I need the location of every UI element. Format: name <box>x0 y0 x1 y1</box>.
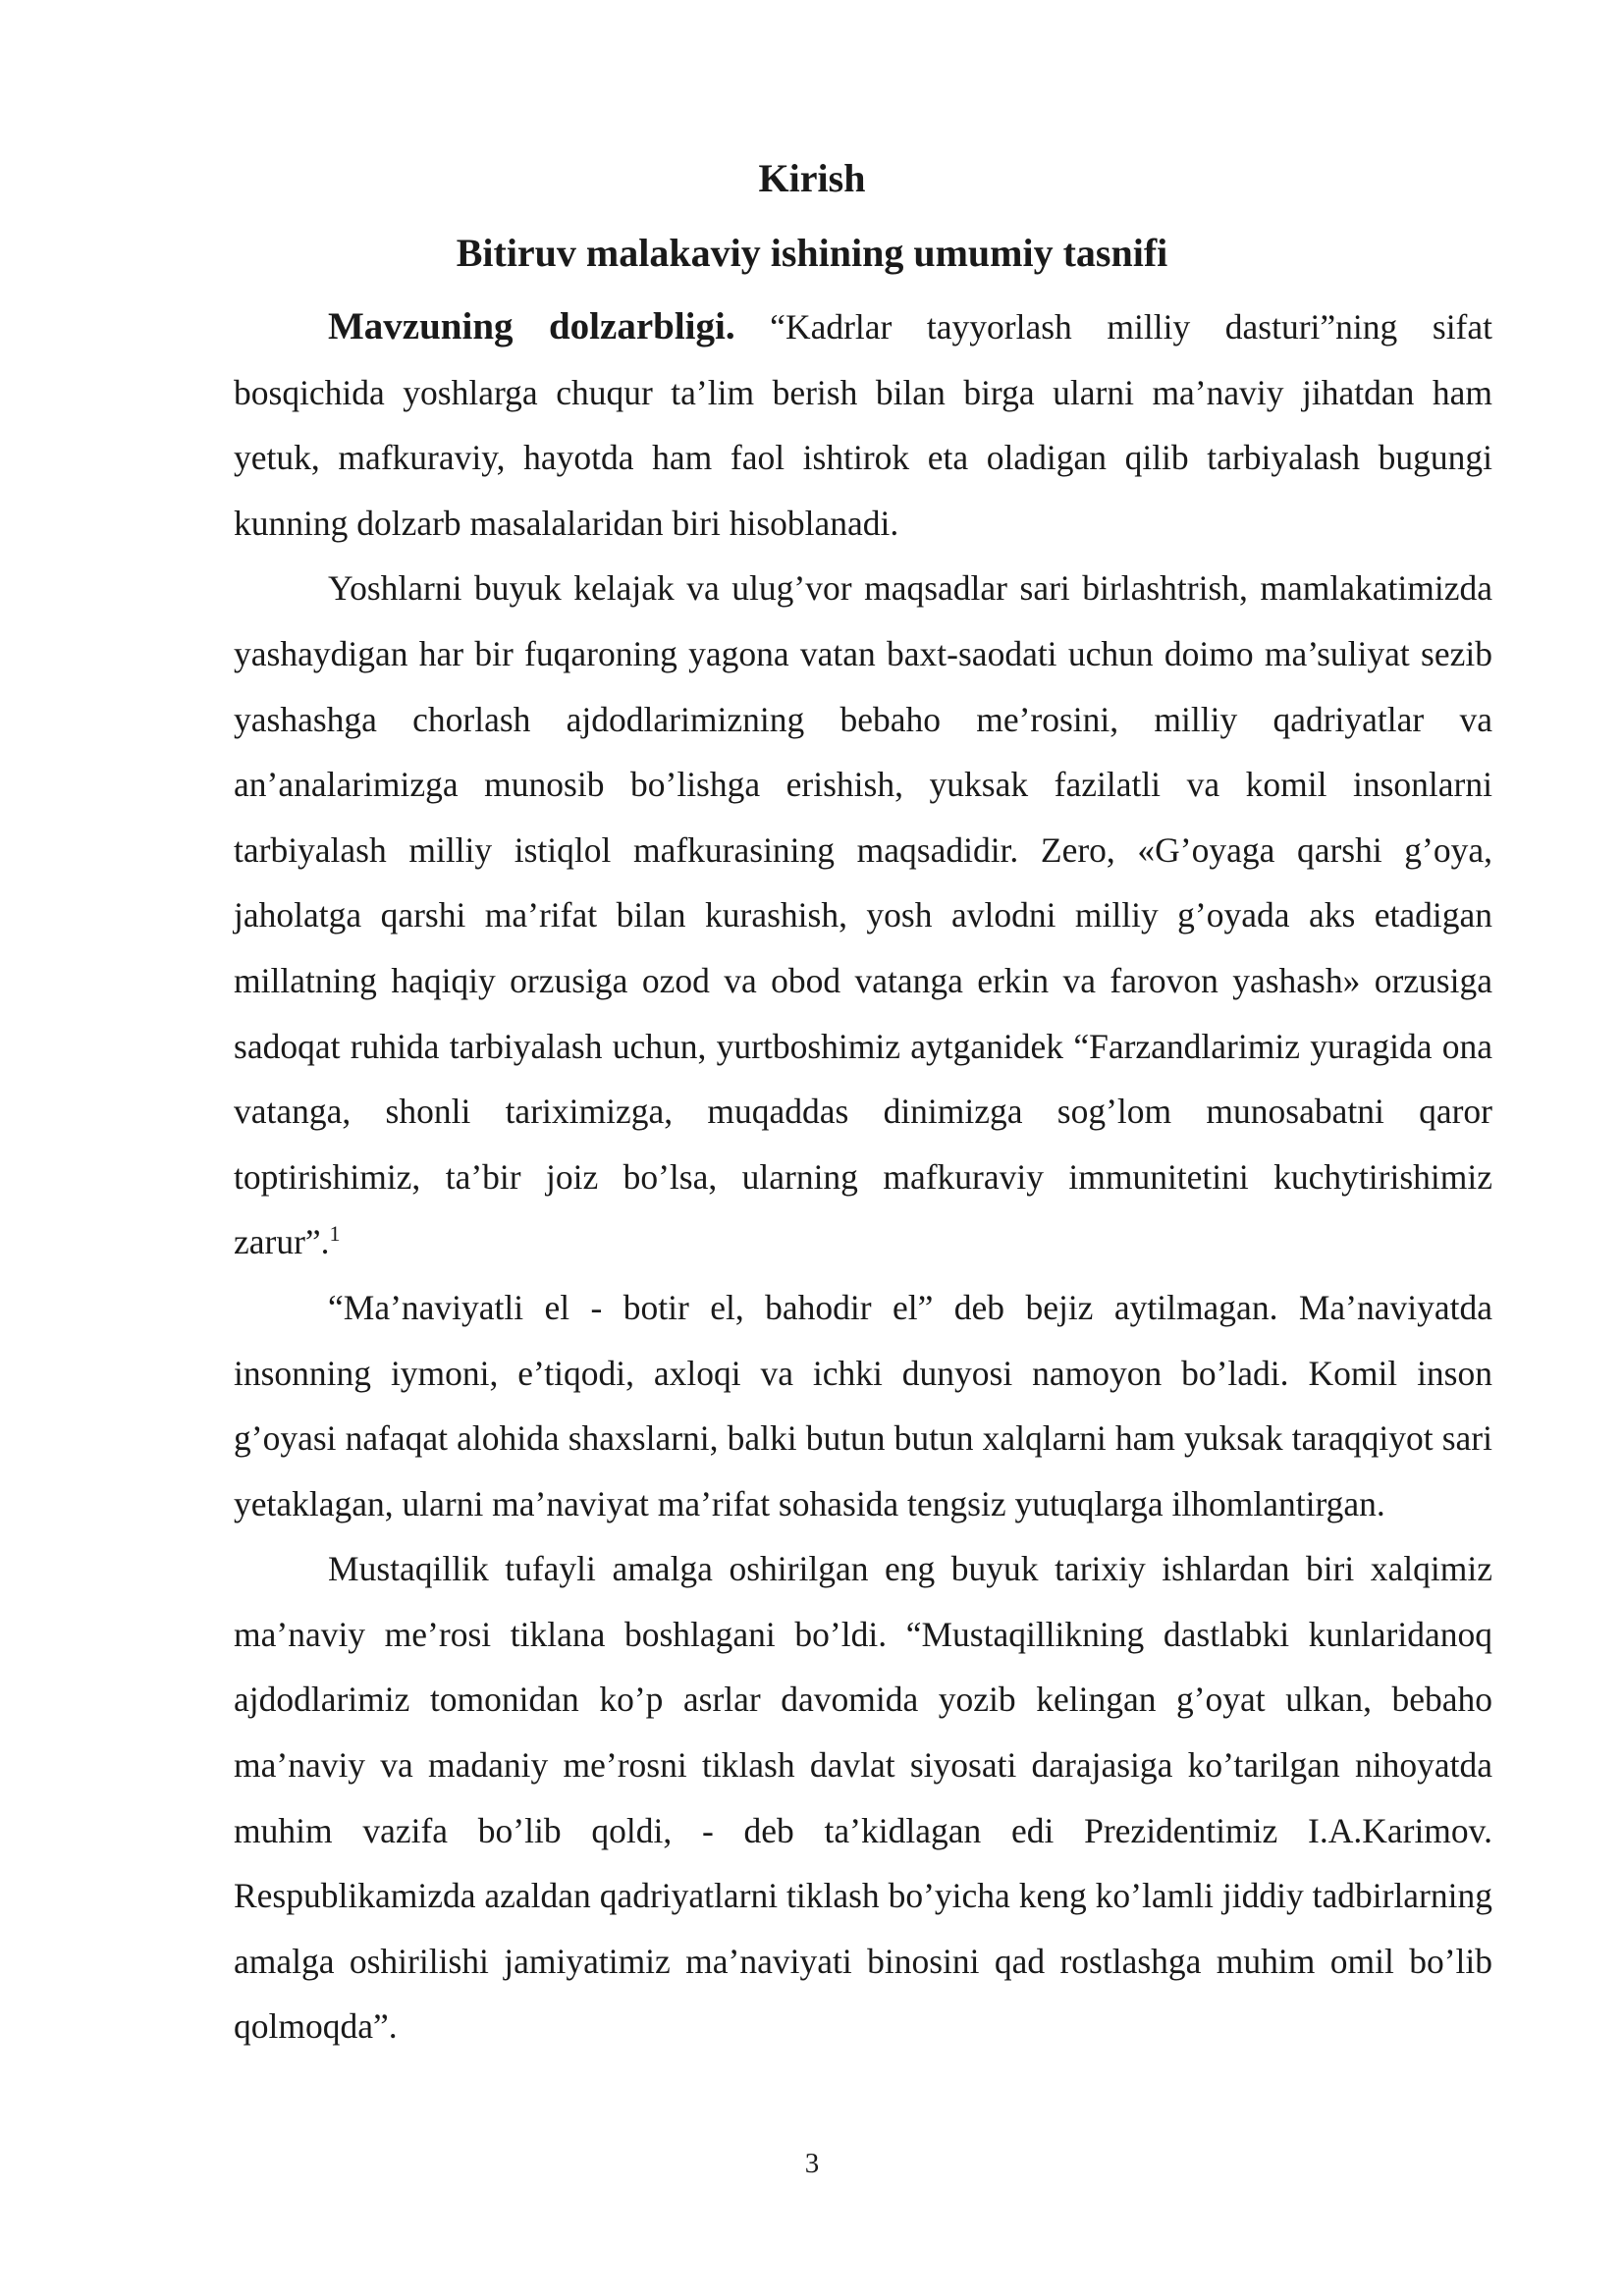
page-number: 3 <box>804 2148 820 2179</box>
chapter-heading: Kirish <box>758 156 866 200</box>
paragraph-youth <box>234 556 1492 1275</box>
paragraph-spirituality <box>234 1275 1492 1536</box>
paragraph-relevance <box>234 294 1492 556</box>
body-text <box>234 294 1492 2059</box>
paragraph-text: Yoshlarni buyuk kelajak va ulug’vor maqsadlar sari birlashtrish, mamlakatimizda yashaydigan har bir fuqaroning yagona vatan baxt-saodati uchun doimo ma’suliyat sezib yashashga chorlash ajdodlarimizning bebaho me’rosini, milliy qadriyatlar va an’analarimizga munosib bo’lishga erishish, yuksak fazilatli va komil insonlarni tarbiyalash milliy istiqlol mafkurasining maqsadidir. Zero, «G’oyaga qarshi g’oya, jaholatga qarshi ma’rifat bilan kurashish, yosh avlodni milliy g’oyada aks etadigan millatning haqiqiy orzusiga ozod va obod vatanga erkin va farovon yashash» orzusiga sadoqat ruhida tarbiyalash uchun, yurtboshimiz aytganidek “Farzandlarimiz yuragida ona vatanga, shonli tariximizga, muqaddas dinimizga sog’lom munosabatni qaror toptirishimiz, ta’bir joiz bo’lsa, ularning mafkuraviy immunitetini kuchytirishimiz zarur”. <box>234 568 1492 1262</box>
paragraph-lead-title: Mavzuning dolzarbligi. <box>328 305 735 347</box>
paragraph-text: “Kadrlar tayyorlash milliy dasturi”ning sifat bosqichida yoshlarga chuqur ta’lim berish bilan birga ularni ma’naviy jihatdan ham yetuk, mafkuraviy, hayotda ham faol ishtirok eta oladigan qilib tarbiyalash bugungi kunning dolzarb masalalaridan biri hisoblanadi. <box>234 307 1493 543</box>
footnote-reference[interactable]: 1 <box>329 1221 341 1247</box>
paragraph-text: Mustaqillik tufayli amalga oshirilgan eng buyuk tarixiy ishlardan biri xalqimiz ma’naviy me’rosi tiklana boshlagani bo’ldi. “Mustaqillikning dastlabki kunlaridanoq ajdodlarimiz tomonidan ko’p asrlar davomida yozib kelingan g’oyat ulkan, bebaho ma’naviy va madaniy me’rosni tiklash davlat siyosati darajasiga ko’tarilgan nihoyatda muhim vazifa bo’lib qoldi, - deb ta’kidlagan edi Prezidentimiz I.A.Karimov. Respublikamizda azaldan qadriyatlarni tiklash bo’yicha keng ko’lamli jiddiy tadbirlarning amalga oshirilishi jamiyatimiz ma’naviyati binosini qad rostlashga muhim omil bo’lib qolmoqda”. <box>234 1549 1492 2047</box>
section-subheading: Bitiruv malakaviy ishining umumiy tasnifi <box>456 231 1168 275</box>
paragraph-text: “Ma’naviyatli el - botir el, bahodir el” deb bejiz aytilmagan. Ma’naviyatda insonning iymoni, e’tiqodi, axloqi va ichki dunyosi namoyon bo’ladi. Komil inson g’oyasi nafaqat alohida shaxslarni, balki butun butun xalqlarni ham yuksak taraqqiyot sari yetaklagan, ularni ma’naviyat ma’rifat sohasida tengsiz yutuqlarga ilhomlantirgan. <box>234 1287 1492 1523</box>
paragraph-independence <box>234 1536 1492 2059</box>
